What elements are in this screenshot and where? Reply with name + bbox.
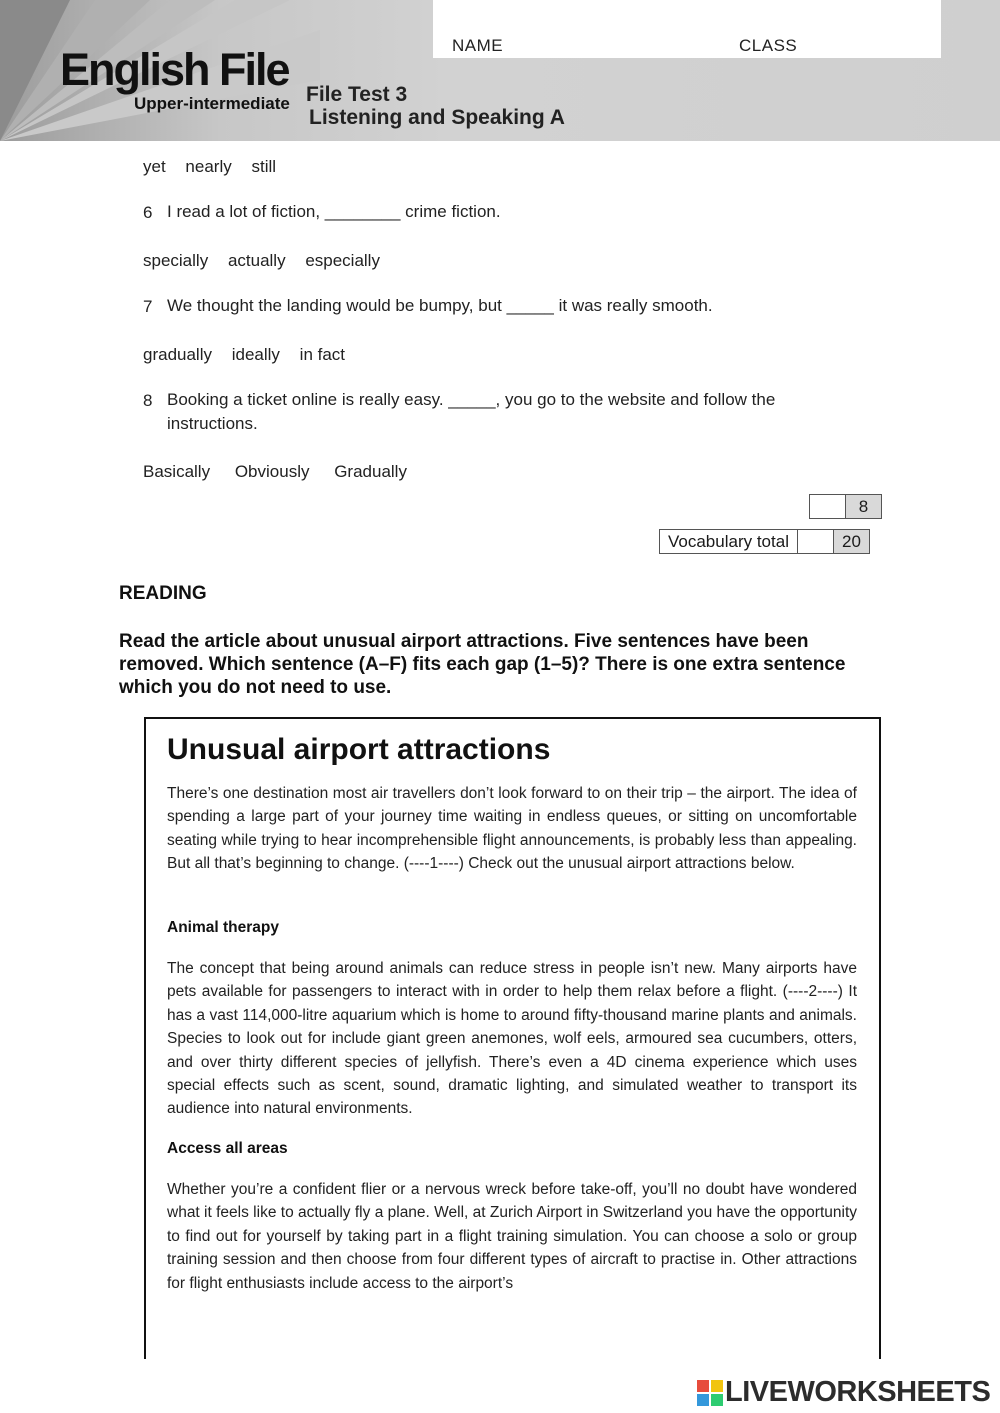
file-test-title: File Test 3 (306, 83, 408, 106)
name-class-box (433, 0, 941, 58)
option[interactable]: yet (143, 157, 166, 176)
score-max: 8 (846, 495, 882, 519)
section-title: Listening and Speaking A (309, 106, 565, 129)
section-heading-animal-therapy: Animal therapy (167, 919, 279, 936)
option[interactable]: in fact (299, 345, 346, 364)
q7-text: We thought the landing would be bumpy, but _____ it was really smooth. (167, 296, 713, 315)
section-score-box (809, 494, 882, 519)
option[interactable]: gradually (143, 345, 212, 364)
reading-heading: READING (119, 583, 207, 604)
logo-level: Upper-intermediate (134, 94, 290, 113)
vocab-total-max: 20 (833, 530, 869, 554)
vocab-total-box (659, 529, 870, 554)
option[interactable]: nearly (185, 157, 232, 176)
vocab-score-input[interactable] (797, 530, 833, 554)
page-header (0, 0, 1000, 141)
article-paragraph: The concept that being around animals can reduce stress in people isn’t new. Many airports have pets available for passengers to interact with in order to help them relax before a flight. (----2----) It has a vast 114,000-litre aquarium which is home to around fifty-thousand marine plants and animals. Species to look out for include giant green anemones, wolf eels, armoured sea cucumbers, otters, and over thirty different species of jellyfish. There’s even a 4D cinema experience which uses special effects such as scent, sound, dramatic lighting, and simulated weather to transport its audience into natural environments. (167, 960, 857, 1118)
section-heading-access-all-areas: Access all areas (167, 1140, 288, 1157)
option[interactable]: still (251, 157, 277, 176)
score-input[interactable] (810, 495, 846, 519)
option[interactable]: Gradually (334, 462, 407, 481)
q6-text: I read a lot of fiction, ________ crime fiction. (167, 202, 501, 221)
option[interactable]: Basically (143, 462, 211, 481)
option[interactable]: Obviously (234, 462, 310, 481)
q7-number: 7 (143, 297, 153, 316)
vocab-total-label: Vocabulary total (660, 530, 798, 554)
q5-options (143, 157, 291, 177)
q7-options (143, 345, 360, 365)
q8-options (143, 462, 422, 482)
article-intro: There’s one destination most air travellers don’t look forward to on their trip – the airport. The idea of spending a large part of your journey time waiting in endless queues, or sitting on uncomfortable seating while trying to hear incomprehensible flight announcements, is probably less than appealing. But all that’s beginning to change. (----1----) Check out the unusual airport attractions below. (167, 785, 857, 873)
liveworksheets-brand: LIVEWORKSHEETS (725, 1376, 991, 1408)
reading-instructions: Read the article about unusual airport attractions. Five sentences have been removed. Which sentence (A–F) fits each gap (1–5)? There is one extra sentence which you do not need to use. (119, 631, 846, 698)
article-box (144, 717, 881, 1359)
option[interactable]: ideally (231, 345, 280, 364)
option[interactable]: especially (305, 251, 380, 270)
q8-text: Booking a ticket online is really easy. _____, you go to the website and follow the instructions. (167, 390, 776, 433)
article-title: Unusual airport attractions (167, 733, 551, 766)
class-label: CLASS (739, 36, 798, 55)
option[interactable]: specially (143, 251, 209, 270)
option[interactable]: actually (227, 251, 286, 270)
q6-options (143, 251, 395, 271)
liveworksheets-icon (697, 1380, 723, 1406)
article-paragraph: Whether you’re a confident flier or a nervous wreck before take-off, you’ll no doubt have wondered what it feels like to actually fly a plane. Well, at Zurich Airport in Switzerland you have the opportunity to find out for yourself by taking part in a flight training simulation. You can choose a solo or group training session and then choose from four different types of aircraft to practise in. Other attractions for flight enthusiasts include access to the airport’s (167, 1181, 857, 1292)
name-label: NAME (452, 36, 504, 55)
english-file-logo: English File (60, 44, 289, 95)
q6-number: 6 (143, 203, 153, 222)
liveworksheets-logo[interactable] (697, 1376, 990, 1409)
q8-number: 8 (143, 391, 153, 410)
